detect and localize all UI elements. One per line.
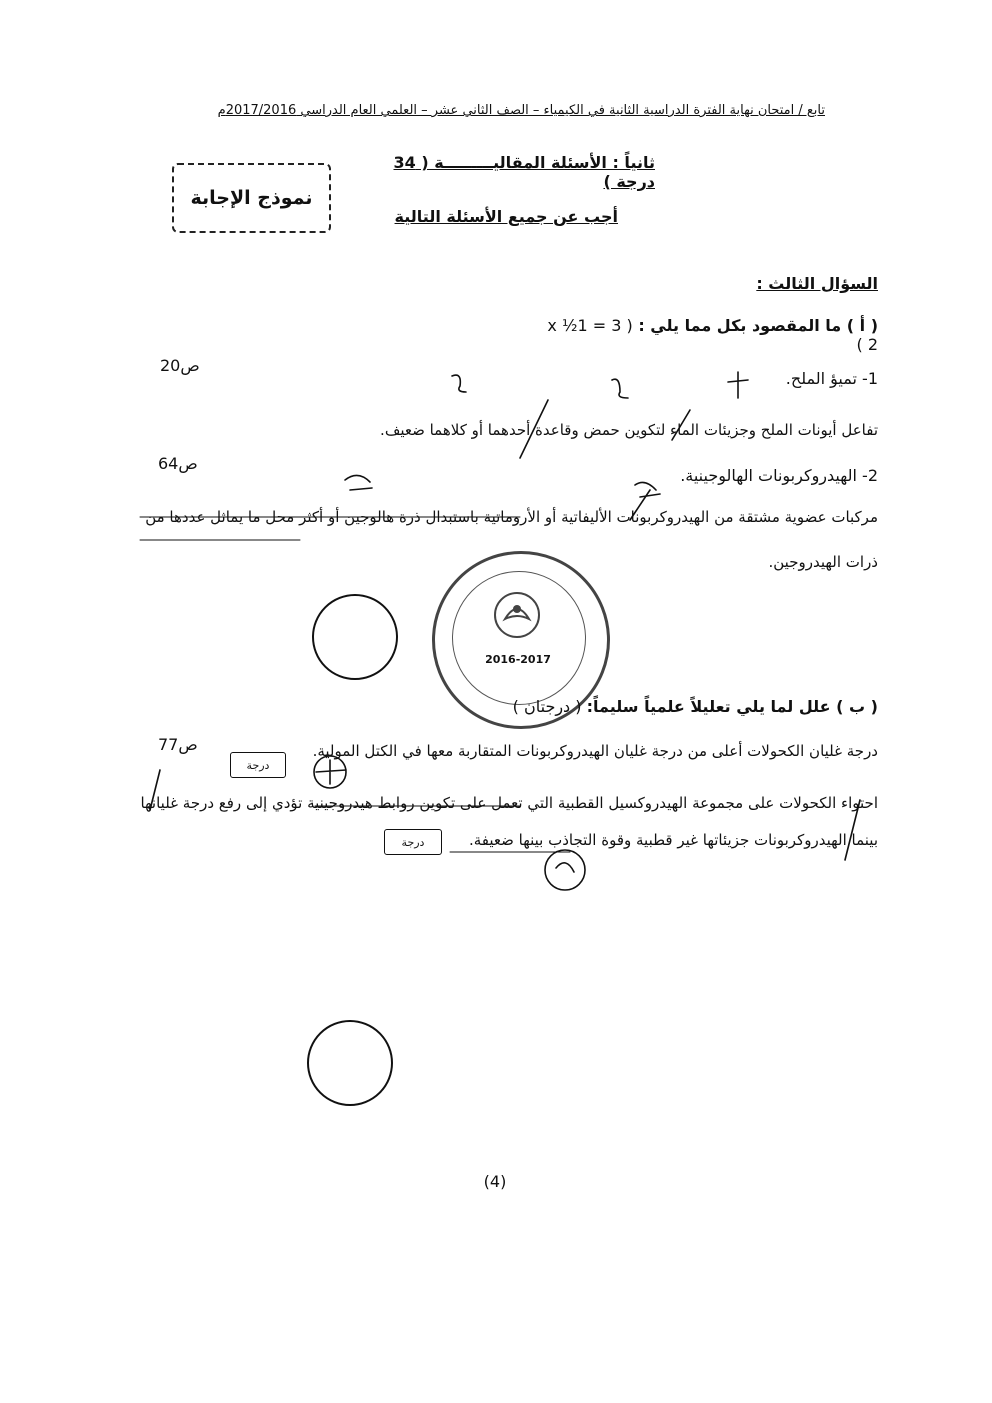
question-title: السؤال الثالث :	[756, 274, 878, 293]
slash-mark-2	[520, 400, 548, 458]
check-mark-2	[612, 379, 628, 398]
slash-mark-5	[845, 800, 860, 860]
page-number: (4)	[483, 1172, 507, 1191]
part-b-statement: درجة غليان الكحولات أعلى من درجة غليان الهيدروكربونات المتقاربة معها في الكتل المولية.	[312, 742, 878, 760]
slash-mark-1	[672, 410, 690, 440]
section-title: ثانياً : الأسئلة المقاليـــــــــة ( 34 درجة )	[393, 153, 655, 191]
score-box-2: درجة	[384, 829, 442, 855]
check-mark-3	[728, 372, 748, 398]
part-a-marks: ( 3 = 1½ x 2 )	[547, 316, 878, 354]
part-b-answer-line-2: بينما الهيدروكربونات جزيئاتها غير قطبية وقوة التجاذب بينها ضعيفة.	[468, 831, 878, 849]
score-box-1: درجة	[230, 752, 286, 778]
answer-model-label: نموذج الإجابة	[190, 187, 313, 209]
slash-mark-4	[150, 770, 160, 810]
item-2-answer-line-2: ذرات الهيدروجين.	[768, 553, 878, 571]
part-a-heading: ( أ ) ما المقصود بكل مما يلي :	[638, 316, 878, 335]
item-1-label: 1- تميؤ الملح.	[785, 369, 878, 388]
part-b-heading: ( ب ) علل لما يلي تعليلاً علمياً سليماً:	[586, 697, 878, 716]
check-mark-1	[452, 375, 466, 392]
check-mark-6	[316, 760, 346, 784]
check-mark-4	[345, 475, 372, 490]
part-b-marks: ( درجتان )	[512, 697, 582, 716]
page-ref-3: ص77	[158, 735, 198, 754]
circled-score-2	[545, 850, 585, 890]
exam-header: تابع / امتحان نهاية الفترة الدراسية الثانية في الكيمياء – الصف الثاني عشر – العلمي العام الدراسي 2017/2016م	[217, 103, 825, 118]
item-1-answer: تفاعل أيونات الملح وجزيئات الماء لتكوين حمض وقاعدة أحدهما أو كلاهما ضعيف.	[380, 421, 878, 439]
item-2-answer-line-1: مركبات عضوية مشتقة من الهيدروكربونات الأليفاتية أو الأروماتية باستبدال ذرة هالوجين أو أكثر محل ما يماثل عددها من	[145, 508, 878, 526]
page-ref-2: ص64	[158, 454, 198, 473]
page-ref-1: ص20	[160, 356, 200, 375]
stamp-year: 2016-2017	[485, 653, 551, 666]
slash-mark-3	[630, 490, 650, 520]
check-mark-7	[556, 863, 574, 872]
section-instruction: أجب عن جميع الأسئلة التالية	[394, 207, 618, 226]
part-b-answer-line-1: احتواء الكحولات على مجموعة الهيدروكسيل القطبية التي تعمل على تكوين روابط هيدروجينية تؤدي إلى رفع درجة غليانها	[140, 794, 878, 812]
item-2-label: 2- الهيدروكربونات الهالوجينية.	[680, 466, 878, 485]
